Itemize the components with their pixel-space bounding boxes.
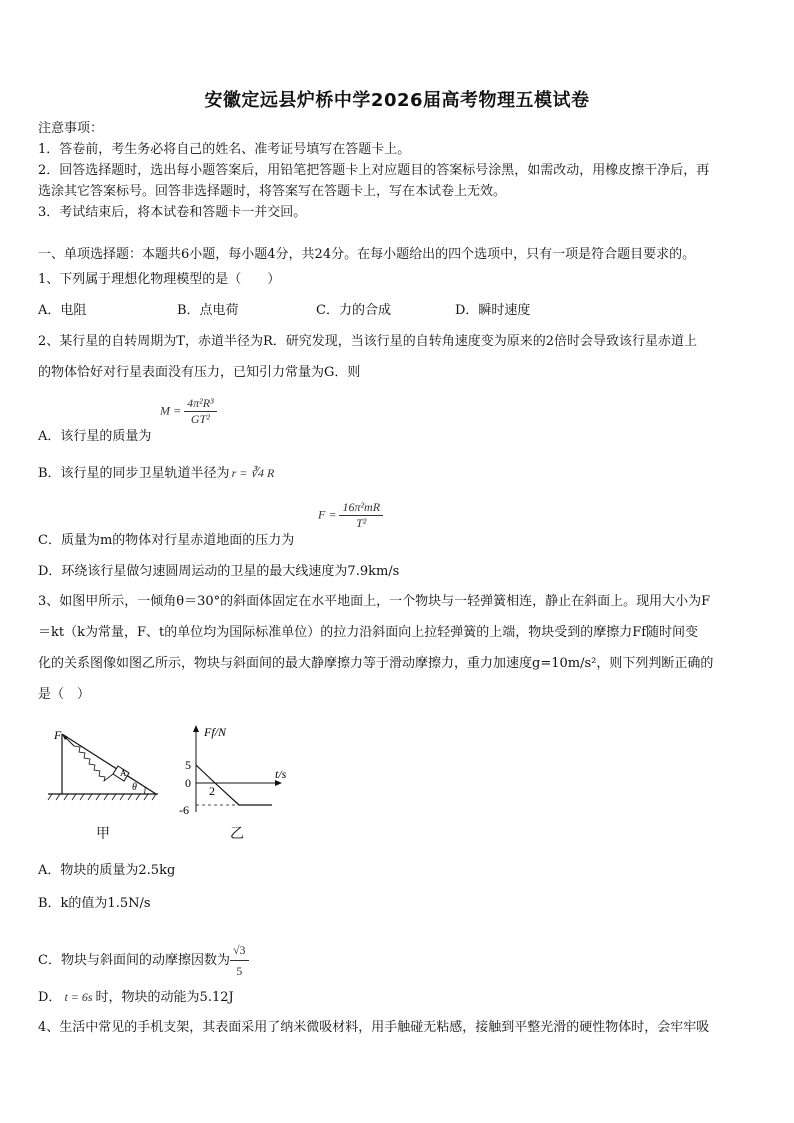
block-label: A <box>120 768 127 778</box>
x-axis-label: t/s <box>275 767 287 781</box>
notice-item-2: 2．回答选择题时，选出每小题答案后，用铅笔把答题卡上对应题目的答案标号涂黑，如需改动，用橡皮擦干净后，再 <box>38 163 710 178</box>
q2-option-d: D．环绕该行星做匀速圆周运动的卫星的最大线速度为7.9km/s <box>38 564 400 579</box>
notice-item-1: 1．答卷前，考生务必将自己的姓名、准考证号填写在答题卡上。 <box>38 142 411 157</box>
q2-option-a-formula: M = $\frac{\text{4π²R³}}{\text{GT²}}$ <box>160 396 217 427</box>
q3-stem-line3: 化的关系图像如图乙所示，物块与斜面间的最大静摩擦力等于滑动摩擦力，重力加速度g=10m/s²，则下列判断正确的 <box>38 656 714 671</box>
q3-stem-line1: 3、如图甲所示，一倾角θ＝30°的斜面体固定在水平地面上，一个物块与一轻弹簧相连，静止在斜面上。现用大小为F <box>38 594 711 609</box>
q2-stem-line1: 2、某行星的自转周期为T，赤道半径为R．研究发现，当该行星的自转角速度变为原来的2倍时会导致该行星赤道上 <box>38 334 698 349</box>
q1-option-a: A．电阻 <box>38 303 87 318</box>
notice-item-3: 3．考试结束后，将本试卷和答题卡一并交回。 <box>38 205 307 220</box>
q1-option-b: B．点电荷 <box>177 303 239 318</box>
figure-incline <box>46 726 161 806</box>
q1-option-d: D．瞬时速度 <box>455 303 531 318</box>
tick-label-5: 5 <box>185 758 191 772</box>
q1-option-c: C．力的合成 <box>316 303 391 318</box>
q1-options <box>38 301 758 321</box>
q3-option-c: C．物块与斜面间的动摩擦因数为 $\frac{√3}{5}$ <box>38 940 249 981</box>
figure-yi-caption: 乙 <box>230 826 244 842</box>
q3-stem-line2: ＝kt（k为常量，F、t的单位均为国际标准单位）的拉力沿斜面向上拉轻弹簧的上端，物块受到的摩擦力Ff随时间变 <box>38 625 699 640</box>
y-axis-label: Ff/N <box>204 725 227 739</box>
q2-option-c-formula: F = $\frac{\text{16π²mR}}{\text{T²}}$ <box>318 500 383 531</box>
q3-option-d: D． t = 6s 时，物块的动能为5.12J <box>38 990 234 1005</box>
q3-option-d-formula: t = 6s <box>64 990 93 1004</box>
tick-label-0: 0 <box>185 776 191 790</box>
q3-option-b: B．k的值为1.5N/s <box>38 896 151 911</box>
tick-label-neg6: -6 <box>179 803 189 817</box>
q3-option-c-formula: $\frac{√3}{5}$ <box>230 940 249 981</box>
section-heading: 一、单项选择题：本题共6小题，每小题4分，共24分。在每小题给出的四个选项中，只有一项是符合题目要求的。 <box>38 247 696 262</box>
notice-heading: 注意事项： <box>38 121 104 136</box>
q1-stem: 1、下列属于理想化物理模型的是（ ） <box>38 272 281 287</box>
force-label: F <box>54 728 62 742</box>
formula-numerator: 16π²mR <box>339 500 383 516</box>
q3-option-a: A．物块的质量为2.5kg <box>38 863 176 878</box>
ground-hatching <box>48 794 156 800</box>
friction-curve <box>196 765 272 805</box>
q3-stem-line4: 是（ ） <box>38 687 91 702</box>
formula-denominator: T² <box>356 516 367 530</box>
q2-option-a: A．该行星的质量为 <box>38 429 152 444</box>
page-title: 安徽定远县炉桥中学2026届高考物理五模试卷 <box>204 90 590 111</box>
figure-friction-graph <box>176 722 306 822</box>
q2-option-b-formula: r = ∛4 R <box>231 466 275 480</box>
q2-option-c: C．质量为m的物体对行星赤道地面的压力为 <box>38 533 295 548</box>
angle-label: θ <box>132 782 137 793</box>
q2-stem-line2: 的物体恰好对行星表面没有压力，已知引力常量为G．则 <box>38 365 361 380</box>
tick-label-2: 2 <box>209 784 215 798</box>
incline-slope <box>62 734 156 794</box>
notice-item-2-cont: 选涂其它答案标号。回答非选择题时，将答案写在答题卡上，写在本试卷上无效。 <box>38 184 507 199</box>
q2-option-b: B．该行星的同步卫星轨道半径为 r = ∛4 R <box>38 466 275 481</box>
formula-denominator: GT² <box>190 412 210 426</box>
formula-numerator: 4π²R³ <box>184 396 217 412</box>
figure-jia-caption: 甲 <box>96 826 110 842</box>
angle-arc <box>144 787 145 794</box>
y-axis-arrow-icon <box>193 725 199 732</box>
q4-stem-line1: 4、生活中常见的手机支架，其表面采用了纳米微吸材料，用手触碰无粘感，接触到平整光滑的硬性物体时，会牢牢吸 <box>38 1020 710 1035</box>
